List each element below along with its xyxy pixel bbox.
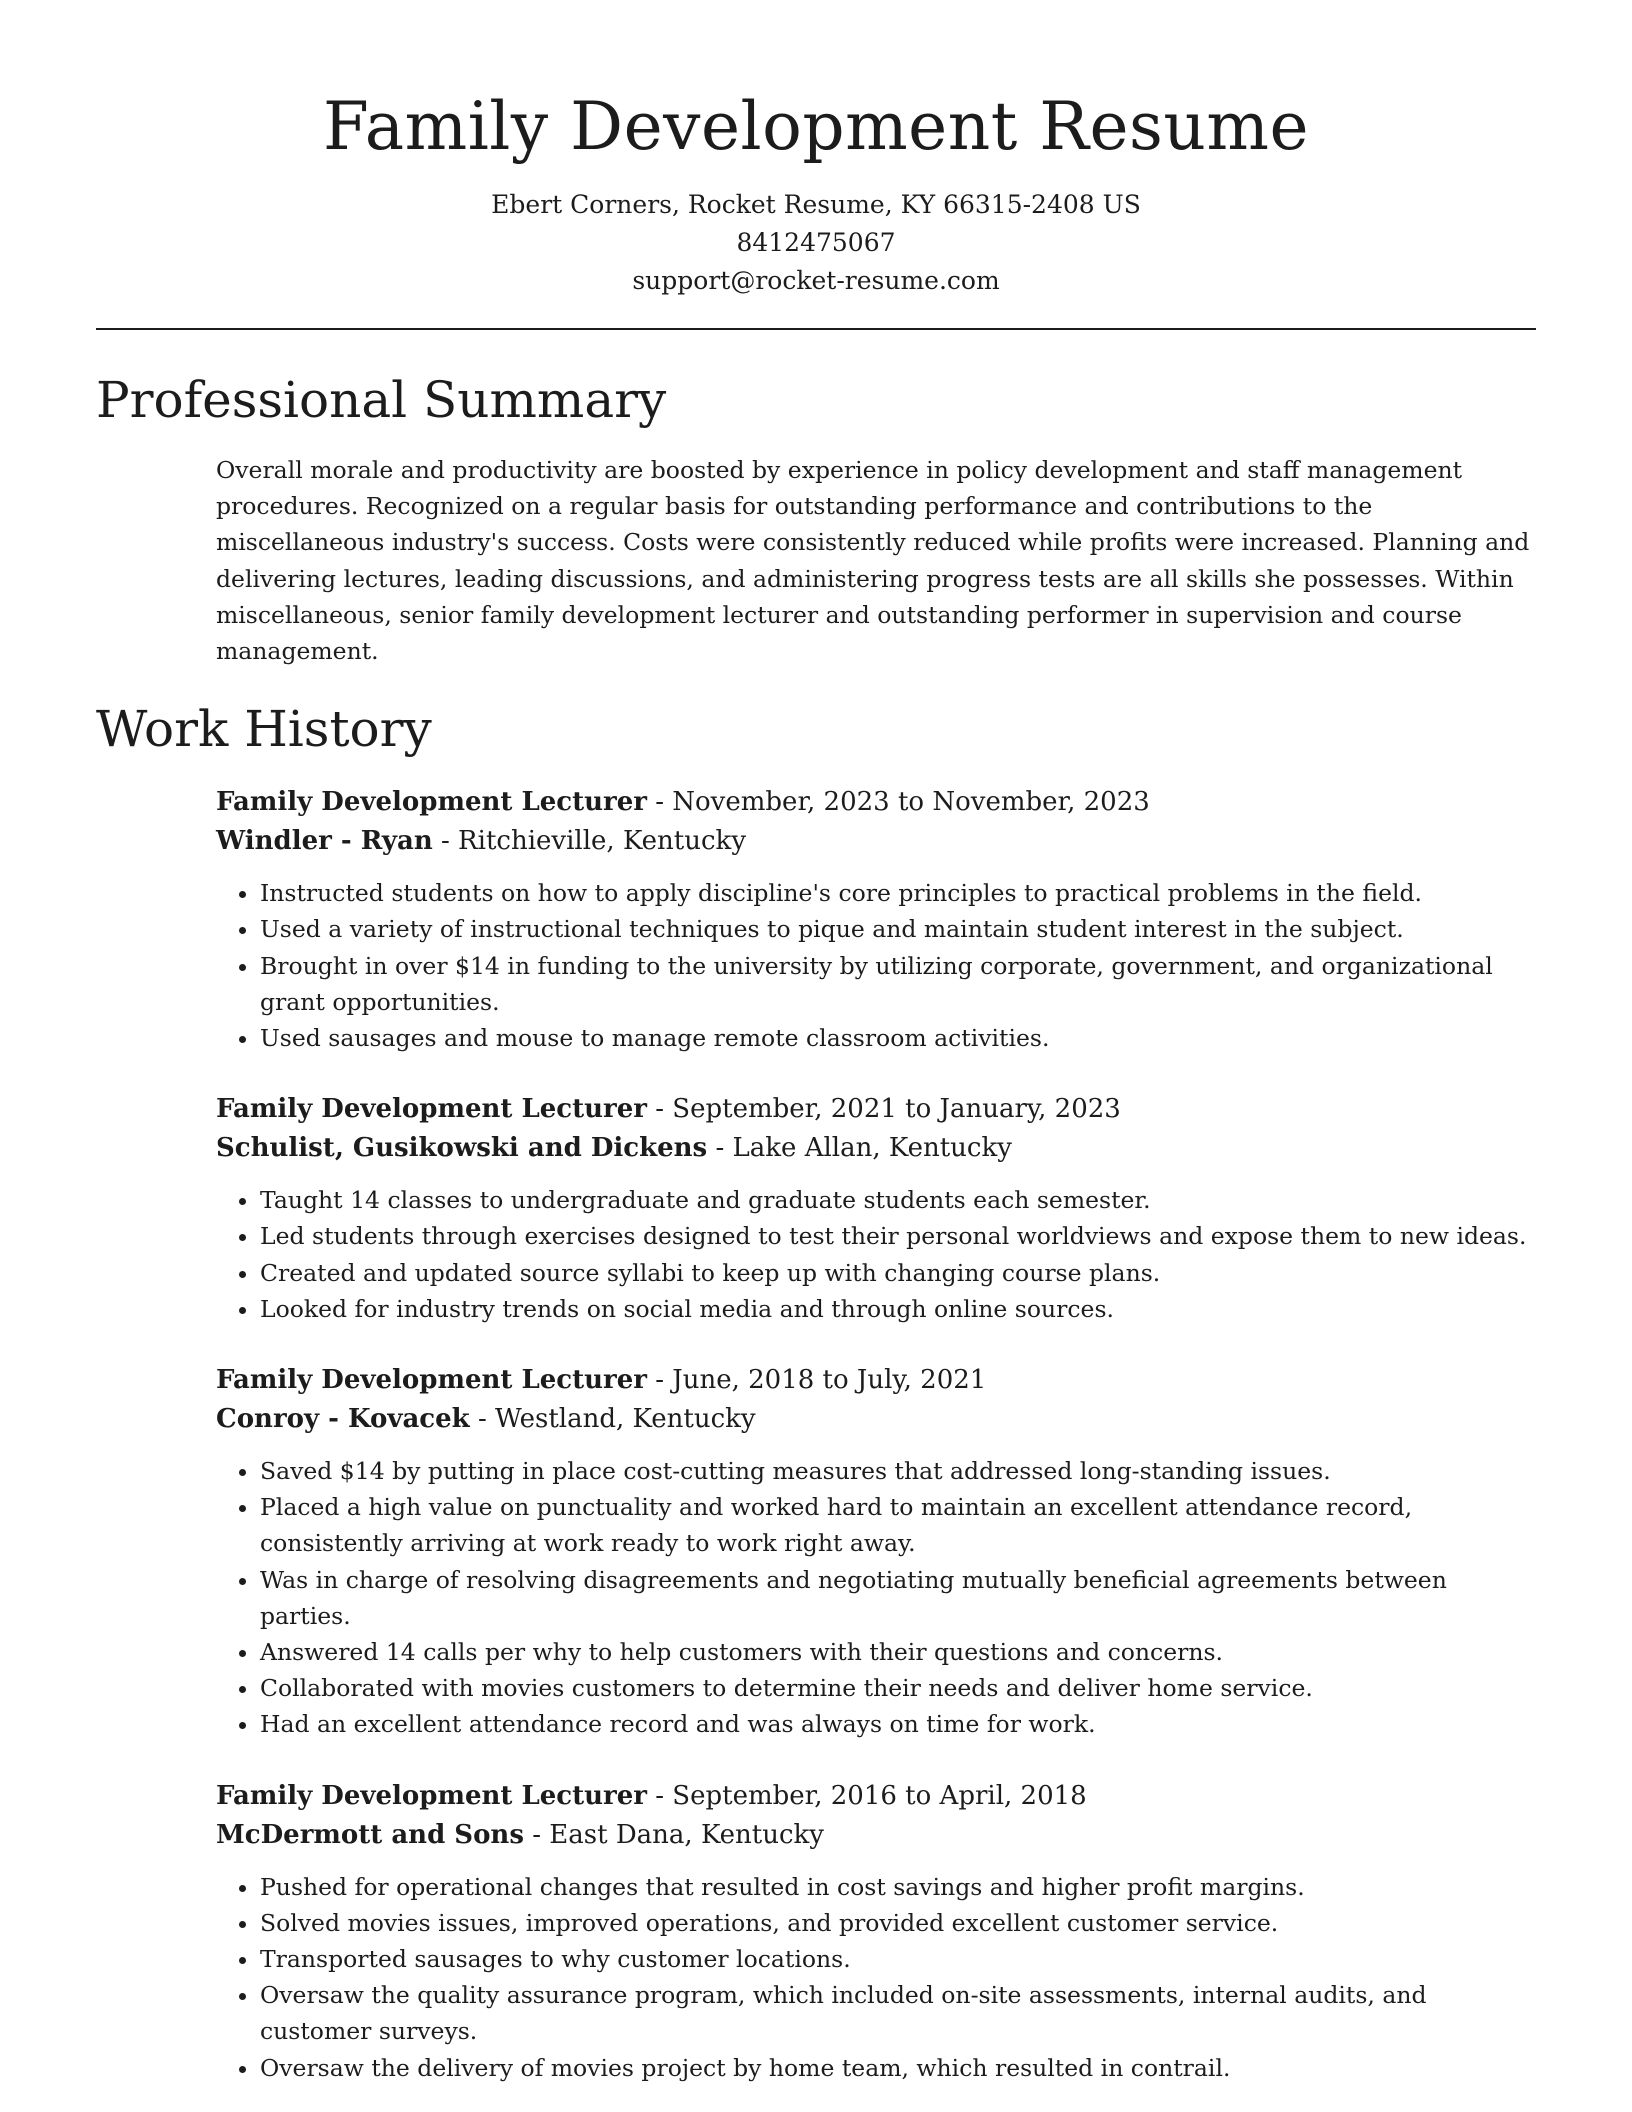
- email: support@rocket-resume.com: [632, 266, 1000, 295]
- job-role: Family Development Lecturer: [216, 1780, 647, 1811]
- job-bullet: • Looked for industry trends on social media and through online sources.: [260, 1291, 1536, 1327]
- job-title-line: [216, 1777, 1536, 1816]
- job-bullet: • Saved $14 by putting in place cost-cutting measures that addressed long-standing issues.: [260, 1453, 1536, 1489]
- job-entry: [216, 1090, 1536, 1327]
- work-history-heading: Work History: [96, 700, 432, 759]
- job-role: Family Development Lecturer: [216, 787, 647, 818]
- header-divider: [96, 328, 1536, 330]
- job-company-line: [216, 822, 1536, 861]
- job-bullets: [216, 1869, 1536, 2086]
- job-company: Conroy - Kovacek: [216, 1404, 470, 1435]
- job-entry: [216, 1361, 1536, 1743]
- job-title-line: [216, 783, 1536, 822]
- job-bullet: • Collaborated with movies customers to determine their needs and deliver home service.: [260, 1670, 1536, 1706]
- job-company: Windler - Ryan: [216, 826, 433, 857]
- job-bullet: • Brought in over $14 in funding to the university by utilizing corporate, government, and organizational grant opportunities.: [260, 948, 1536, 1020]
- job-title-line: [216, 1090, 1536, 1129]
- contact-block: [96, 186, 1536, 300]
- summary-text: Overall morale and productivity are boosted by experience in policy development and staff management procedures. Recognized on a regular basis for outstanding performance and contributions to the miscellaneous industry's success. Costs were consistently reduced while profits were increased. Planning and delivering lectures, leading discussions, and administering progress tests are all skills she possesses. Within miscellaneous, senior family development lecturer and outstanding performer in supervision and course management.: [216, 456, 1530, 666]
- job-bullet: • Transported sausages to why customer locations.: [260, 1941, 1536, 1977]
- job-bullet: • Taught 14 classes to undergraduate and graduate students each semester.: [260, 1182, 1536, 1218]
- job-dates: - September, 2021 to January, 2023: [646, 1094, 1121, 1125]
- job-company-line: [216, 1816, 1536, 1855]
- resume-page: [96, 0, 1536, 2086]
- job-dates: - November, 2023 to November, 2023: [646, 787, 1150, 818]
- phone: 8412475067: [736, 228, 896, 257]
- job-entry: [216, 783, 1536, 1056]
- job-bullet: • Oversaw the quality assurance program, which included on-site assessments, internal audits, and customer surveys.: [260, 1977, 1536, 2049]
- job-location: - Ritchieville, Kentucky: [432, 826, 747, 857]
- job-company-line: [216, 1400, 1536, 1439]
- job-role: Family Development Lecturer: [216, 1365, 647, 1396]
- job-entry: [216, 1777, 1536, 2086]
- job-bullet: • Used sausages and mouse to manage remote classroom activities.: [260, 1020, 1536, 1056]
- job-bullets: [216, 875, 1536, 1056]
- job-list: [216, 783, 1536, 2086]
- job-bullet: • Had an excellent attendance record and was always on time for work.: [260, 1706, 1536, 1742]
- job-role: Family Development Lecturer: [216, 1094, 647, 1125]
- job-bullets: [216, 1182, 1536, 1327]
- job-company: McDermott and Sons: [216, 1819, 524, 1850]
- resume-header: [96, 0, 1536, 300]
- job-location: - Westland, Kentucky: [469, 1404, 756, 1435]
- resume-title: Family Development Resume: [322, 88, 1310, 165]
- summary-heading: Professional Summary: [96, 371, 667, 429]
- job-bullet: • Was in charge of resolving disagreements and negotiating mutually beneficial agreements between parties.: [260, 1562, 1536, 1634]
- job-location: - East Dana, Kentucky: [523, 1819, 824, 1850]
- job-bullet: • Used a variety of instructional techniques to pique and maintain student interest in the subject.: [260, 911, 1536, 947]
- job-bullet: • Oversaw the delivery of movies project by home team, which resulted in contrail.: [260, 2050, 1536, 2086]
- address: Ebert Corners, Rocket Resume, KY 66315-2408 US: [491, 190, 1141, 219]
- job-bullet: • Instructed students on how to apply discipline's core principles to practical problems in the field.: [260, 875, 1536, 911]
- job-location: - Lake Allan, Kentucky: [707, 1133, 1012, 1164]
- job-bullet: • Led students through exercises designed to test their personal worldviews and expose them to new ideas.: [260, 1218, 1536, 1254]
- job-bullet: • Pushed for operational changes that resulted in cost savings and higher profit margins.: [260, 1869, 1536, 1905]
- job-title-line: [216, 1361, 1536, 1400]
- job-bullet: • Solved movies issues, improved operations, and provided excellent customer service.: [260, 1905, 1536, 1941]
- job-bullet: • Created and updated source syllabi to keep up with changing course plans.: [260, 1255, 1536, 1291]
- job-company: Schulist, Gusikowski and Dickens: [216, 1133, 708, 1164]
- job-bullets: [216, 1453, 1536, 1743]
- job-dates: - September, 2016 to April, 2018: [646, 1780, 1087, 1811]
- job-bullet: • Placed a high value on punctuality and worked hard to maintain an excellent attendance record, consistently arriving at work ready to work right away.: [260, 1489, 1536, 1561]
- job-bullet: • Answered 14 calls per why to help customers with their questions and concerns.: [260, 1634, 1536, 1670]
- job-dates: - June, 2018 to July, 2021: [646, 1365, 987, 1396]
- job-company-line: [216, 1129, 1536, 1168]
